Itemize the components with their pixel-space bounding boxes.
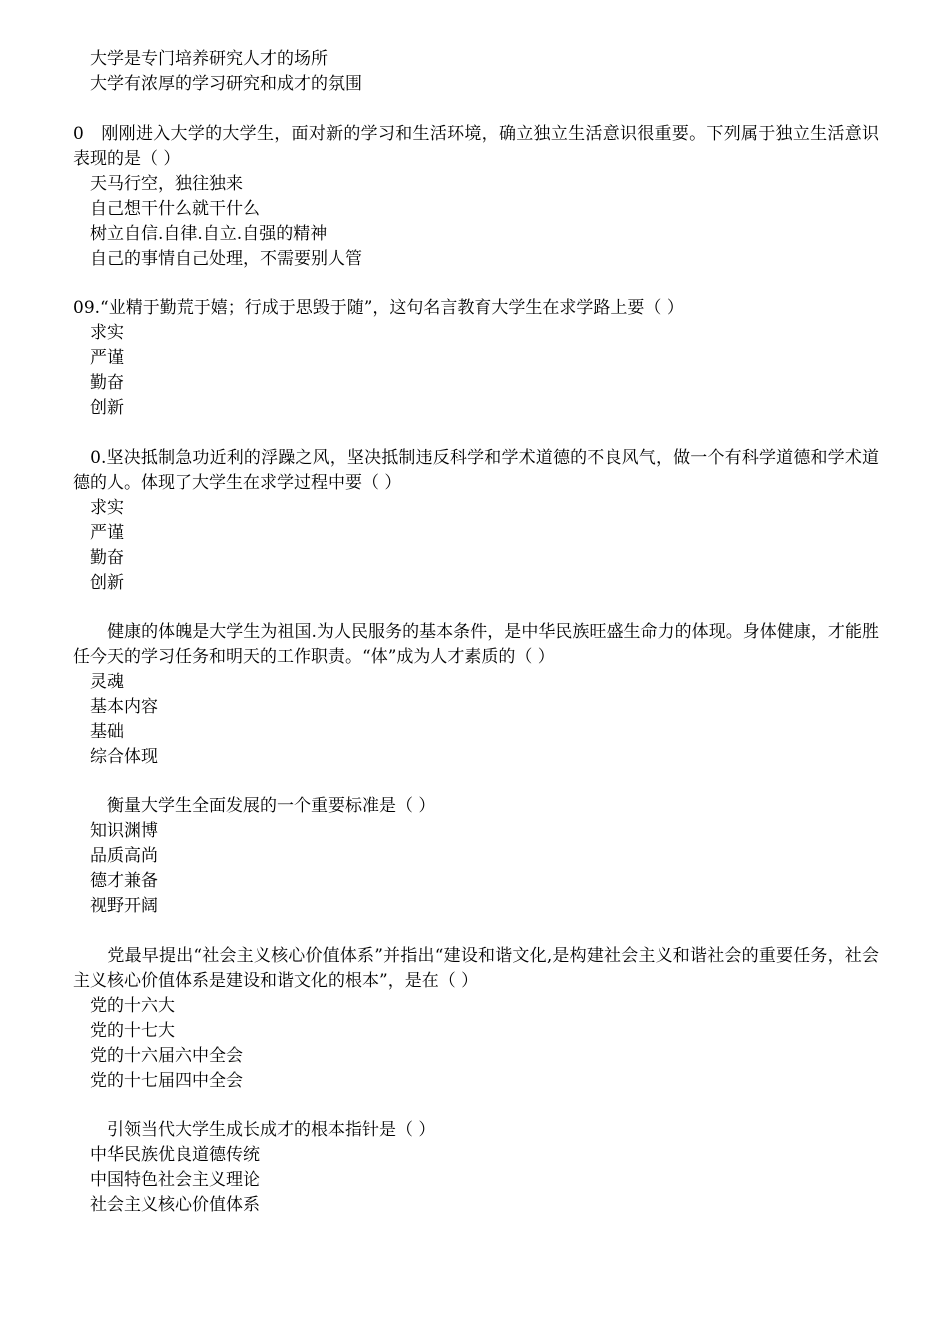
- option: 党的十六届六中全会: [90, 1046, 243, 1066]
- option: 严谨: [90, 523, 124, 543]
- option: 自己的事情自己处理，不需要别人管: [90, 249, 362, 269]
- leading-options: [73, 47, 879, 97]
- option: 大学是专门培养研究人才的场所: [90, 49, 328, 69]
- question-block: [73, 794, 879, 919]
- question-text: 0 刚刚进入大学的大学生，面对新的学习和生活环境，确立独立生活意识很重要。下列属于独立生活意识表现的是（ ）: [73, 124, 879, 169]
- option: 知识渊博: [90, 821, 158, 841]
- option: 灵魂: [90, 672, 124, 692]
- option: 综合体现: [90, 747, 158, 767]
- option: 求实: [90, 498, 124, 518]
- option: 基础: [90, 722, 124, 742]
- option: 视野开阔: [90, 896, 158, 916]
- question-text: 09.“业精于勤荒于嬉；行成于思毁于随”，这句名言教育大学生在求学路上要（ ）: [73, 298, 684, 318]
- option: 天马行空，独往独来: [90, 174, 243, 194]
- option: 大学有浓厚的学习研究和成才的氛围: [90, 74, 362, 94]
- option: 严谨: [90, 348, 124, 368]
- option: 勤奋: [90, 373, 124, 393]
- option: 党的十六大: [90, 996, 175, 1016]
- question-block: [73, 122, 879, 272]
- question-block: [73, 620, 879, 770]
- question-text: 0.坚决抵制急功近利的浮躁之风，坚决抵制违反科学和学术道德的不良风气，做一个有科学道德和学术道德的人。体现了大学生在求学过程中要（ ）: [73, 448, 879, 493]
- option: 自己想干什么就干什么: [90, 199, 260, 219]
- option: 党的十七大: [90, 1021, 175, 1041]
- question-text: 党最早提出“社会主义核心价值体系”并指出“建设和谐文化,是构建社会主义和谐社会的重要任务，社会主义核心价值体系是建设和谐文化的根本”，是在（ ）: [73, 946, 879, 991]
- question-block: [73, 296, 879, 421]
- question-block: [73, 944, 879, 1094]
- option: 基本内容: [90, 697, 158, 717]
- option: 求实: [90, 323, 124, 343]
- question-block: [73, 1118, 879, 1218]
- question-text: 衡量大学生全面发展的一个重要标准是（ ）: [73, 796, 436, 816]
- option: 中国特色社会主义理论: [90, 1170, 260, 1190]
- option: 勤奋: [90, 548, 124, 568]
- question-text: 健康的体魄是大学生为祖国.为人民服务的基本条件，是中华民族旺盛生命力的体现。身体健康，才能胜任今天的学习任务和明天的工作职责。“体”成为人才素质的（ ）: [73, 622, 879, 667]
- option: 树立自信.自律.自立.自强的精神: [90, 224, 328, 244]
- option: 创新: [90, 573, 124, 593]
- option: 社会主义核心价值体系: [90, 1195, 260, 1215]
- option: 党的十七届四中全会: [90, 1071, 243, 1091]
- option: 德才兼备: [90, 871, 158, 891]
- option: 中华民族优良道德传统: [90, 1145, 260, 1165]
- question-text: 引领当代大学生成长成才的根本指针是（ ）: [73, 1120, 436, 1140]
- option: 品质高尚: [90, 846, 158, 866]
- question-block: [73, 446, 879, 596]
- option: 创新: [90, 398, 124, 418]
